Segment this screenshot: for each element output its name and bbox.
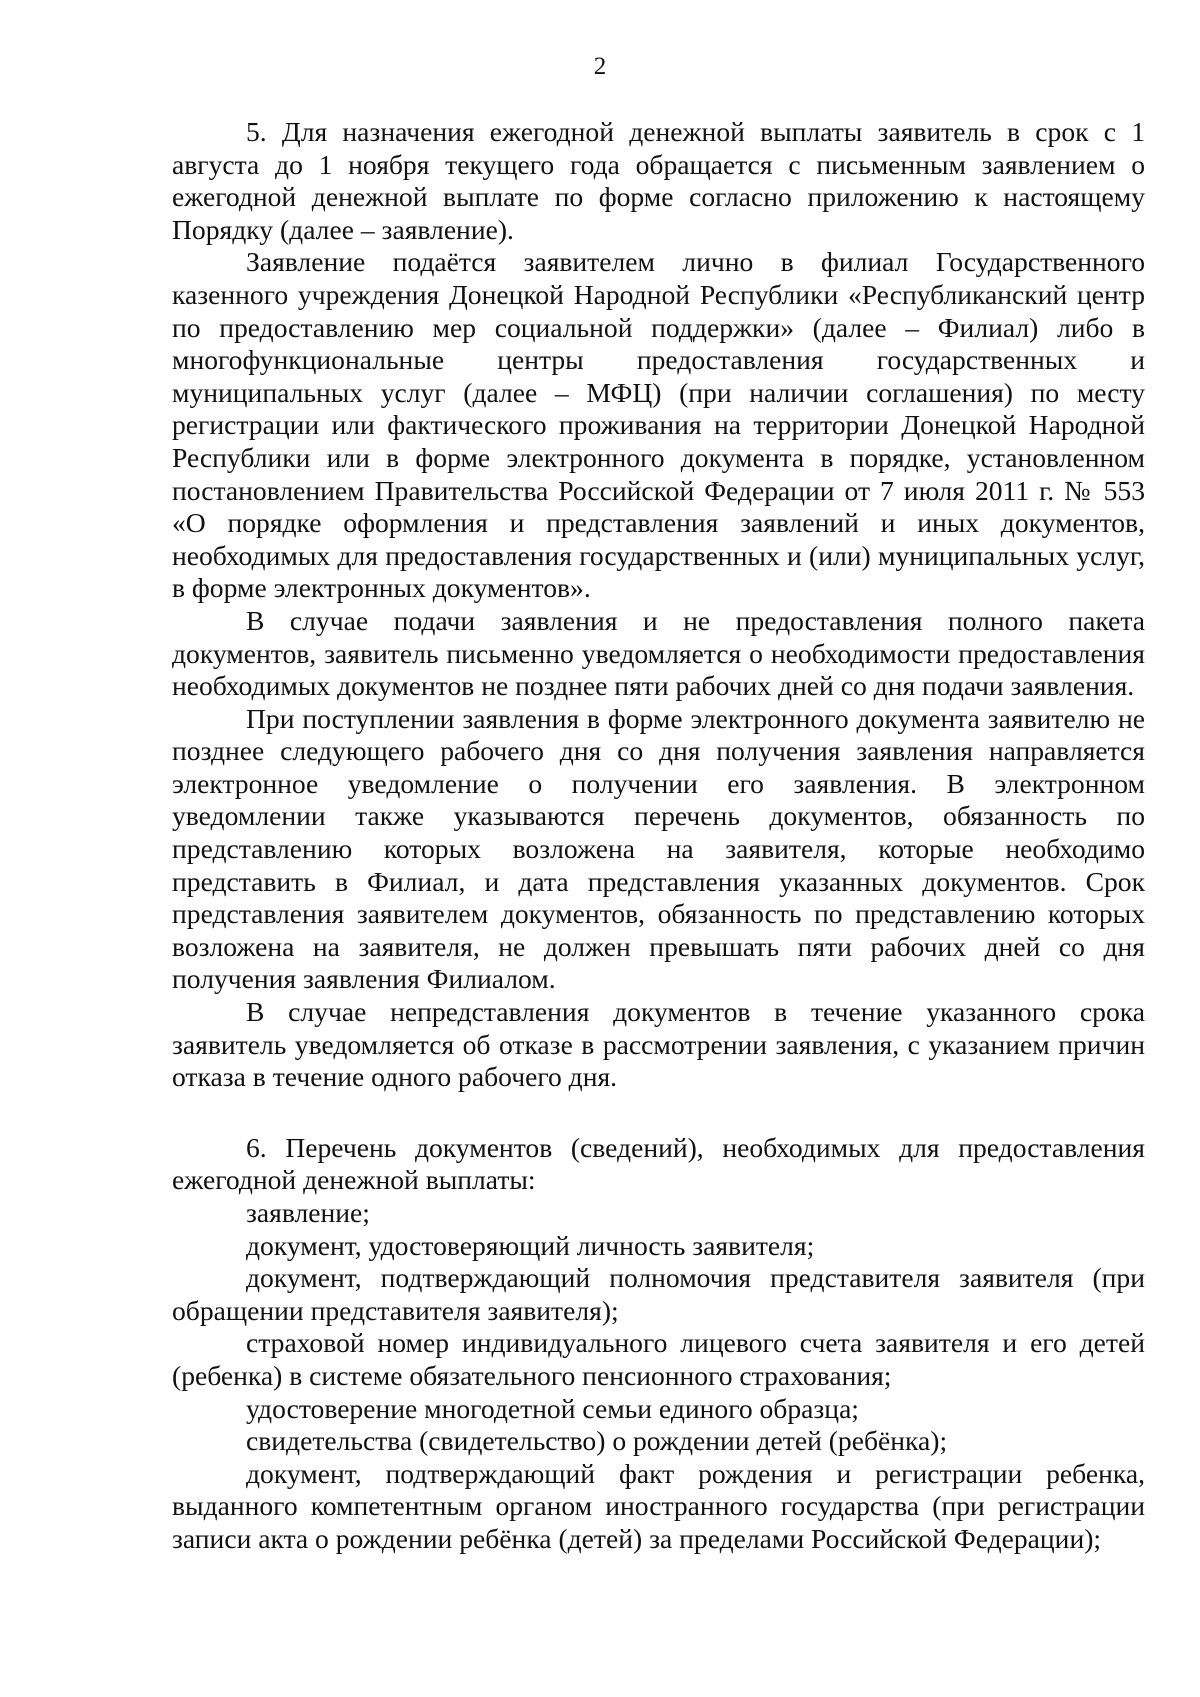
paragraph-5-1: 5. Для назначения ежегодной денежной выплаты заявитель в срок с 1 августа до 1 ноября текущего года обращается с письменным заявлением о ежегодной денежной выплате по форме согласно приложению к настоящему Порядку (далее – заявление).: [172, 116, 1145, 245]
paragraph-5-2: Заявление подаётся заявителем лично в филиал Государственного казенного учреждения Донецкой Народной Республики «Республиканский центр по предоставлению мер социальной поддержки» (далее – Филиал) либо в многофункциональные центры предоставления государственных и муниципальных услуг (далее – МФЦ) (при наличии соглашения) по месту регистрации или фактического проживания на территории Донецкой Народной Республики или в форме электронного документа в порядке, установленном постановлением Правительства Российской Федерации от 7 июля 2011 г. № 553 «О порядке оформления и представления заявлений и иных документов, необходимых для предоставления государственных и (или) муниципальных услуг, в форме электронных документов».: [172, 246, 1145, 604]
section-gap: [172, 1094, 1145, 1132]
list-item: свидетельства (свидетельство) о рождении детей (ребёнка);: [246, 1425, 948, 1457]
paragraph-5-3: В случае подачи заявления и не предоставления полного пакета документов, заявитель письменно уведомляется о необходимости предоставления необходимых документов не позднее пяти рабочих дней со дня подачи заявления.: [172, 604, 1145, 702]
page-number: 2: [593, 53, 607, 80]
paragraph-5-4: При поступлении заявления в форме электронного документа заявителю не позднее следующего рабочего дня со дня получения заявления направляется электронное уведомление о получении его заявления. В электронном уведомлении также указываются перечень документов, обязанность по представлению которых возложена на заявителя, которые необходимо представить в Филиал, и дата представления указанных документов. Срок представления заявителем документов, обязанность по представлению которых возложена на заявителя, не должен превышать пяти рабочих дней со дня получения заявления Филиалом.: [172, 702, 1145, 995]
list-item: страховой номер индивидуального лицевого счета заявителя и его детей (ребенка) в системе обязательного пенсионного страхования;: [172, 1327, 1145, 1391]
list-item: документ, удостоверяющий личность заявителя;: [246, 1229, 815, 1261]
document-body: [172, 116, 1145, 1556]
paragraph-5-5: В случае непредставления документов в течение указанного срока заявитель уведомляется об отказе в рассмотрении заявления, с указанием причин отказа в течение одного рабочего дня.: [172, 996, 1145, 1093]
section-6-intro: 6. Перечень документов (сведений), необходимых для предоставления ежегодной денежной выплаты:: [172, 1131, 1145, 1196]
list-item: документ, подтверждающий полномочия представителя заявителя (при обращении представителя заявителя);: [172, 1262, 1145, 1326]
list-item: удостоверение многодетной семьи единого образца;: [246, 1392, 859, 1424]
list-item: документ, подтверждающий факт рождения и регистрации ребенка, выданного компетентным органом иностранного государства (при регистрации записи акта о рождении ребёнка (детей) за пределами Российской Федерации);: [172, 1457, 1145, 1554]
list-item: заявление;: [246, 1197, 370, 1228]
